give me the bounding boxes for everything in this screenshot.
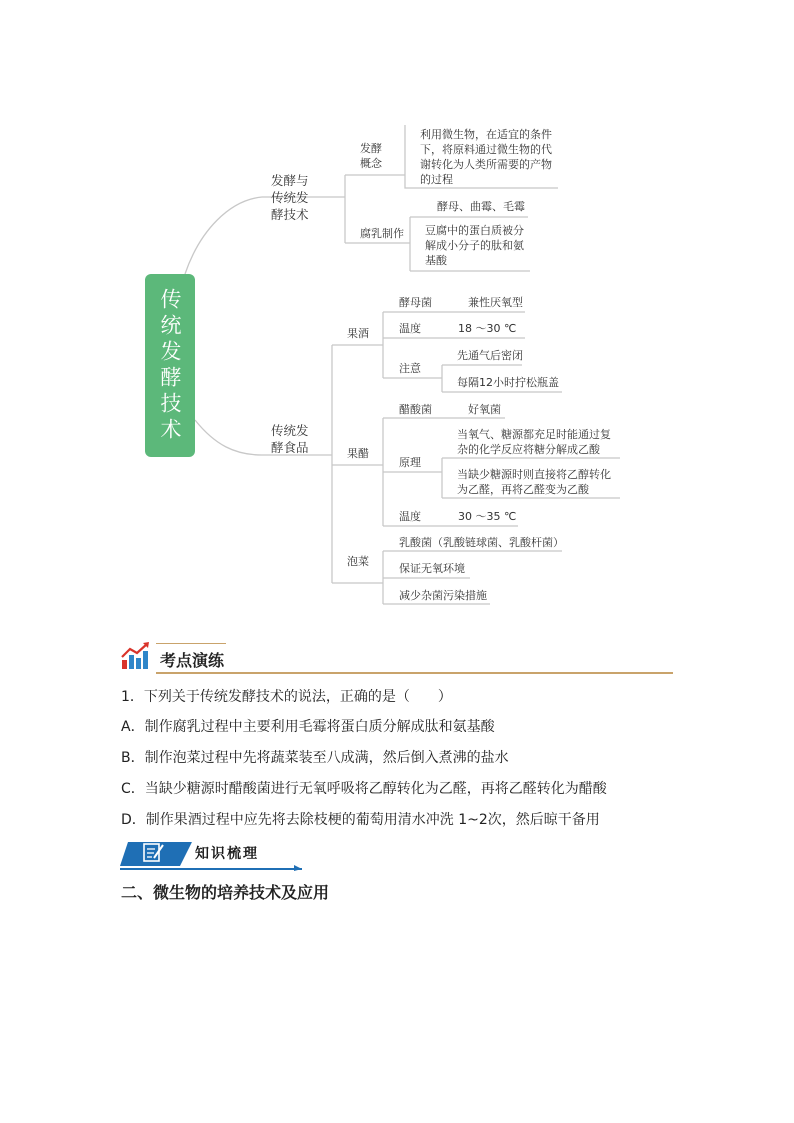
practice-rule — [156, 672, 673, 674]
option-d: D．制作果酒过程中应先将去除枝梗的葡萄用清水冲洗 1~2次，然后晾干备用 — [121, 812, 600, 828]
furu-item2: 豆腐中的蛋白质被分解成小分子的肽和氨基酸 — [425, 224, 524, 267]
furu-item1: 酵母、曲霉、毛霉 — [437, 200, 525, 213]
section-title: 二、微生物的培养技术及应用 — [121, 883, 330, 902]
furu-label: 腐乳制作 — [360, 227, 404, 240]
branch2-label: 传统发酵食品 — [271, 423, 309, 455]
knowledge-header: 知识梳理 — [195, 846, 259, 862]
wine-label: 果酒 — [347, 327, 369, 340]
vinegar-principle2: 当缺少糖源时则直接将乙醇转化为乙醛，再将乙醛变为乙酸 — [457, 468, 611, 496]
practice-header: 考点演练 — [160, 651, 225, 670]
option-a: A．制作腐乳过程中主要利用毛霉将蛋白质分解成肽和氨基酸 — [121, 719, 495, 735]
vinegar-label: 果醋 — [347, 447, 369, 460]
wine-yeast-value: 兼性厌氧型 — [468, 296, 523, 309]
wine-note-label: 注意 — [399, 362, 421, 375]
wine-yeast-label: 酵母菌 — [399, 296, 432, 309]
question-stem: 1．下列关于传统发酵技术的说法，正确的是（ ） — [121, 689, 452, 705]
wine-temp-label: 温度 — [399, 322, 421, 335]
pickle-item2: 保证无氧环境 — [399, 562, 465, 575]
option-b: B．制作泡菜过程中先将蔬菜装至八成满，然后倒入煮沸的盐水 — [121, 750, 509, 766]
pickle-item3: 减少杂菌污染措施 — [399, 589, 487, 602]
vinegar-principle1: 当氧气、糖源都充足时能通过复杂的化学反应将糖分解成乙酸 — [457, 428, 611, 456]
wine-note2: 每隔12小时拧松瓶盖 — [457, 376, 559, 389]
pickle-item1: 乳酸菌（乳酸链球菌、乳酸杆菌） — [399, 536, 564, 549]
root-label: 传统发酵技术 — [158, 287, 182, 444]
vinegar-bac-label: 醋酸菌 — [399, 403, 432, 416]
vinegar-temp-value: 30 ～35 ℃ — [458, 510, 517, 523]
wine-temp-value: 18 ～30 ℃ — [458, 322, 517, 335]
concept-text: 利用微生物，在适宜的条件下，将原料通过微生物的代谢转化为人类所需要的产物的过程 — [420, 128, 552, 186]
option-c: C．当缺少糖源时醋酸菌进行无氧呼吸将乙醇转化为乙醛，再将乙醛转化为醋酸 — [121, 781, 607, 797]
pickle-label: 泡菜 — [347, 555, 369, 568]
branch1-label: 发酵与传统发酵技术 — [271, 173, 309, 222]
vinegar-principle-label: 原理 — [399, 456, 421, 469]
vinegar-bac-value: 好氧菌 — [468, 403, 501, 416]
mindmap-root — [145, 274, 195, 457]
concept-label: 发酵概念 — [360, 142, 382, 170]
chart-trend-icon — [120, 641, 152, 671]
header-top-rule — [156, 643, 226, 644]
notepad-pencil-icon — [142, 841, 166, 863]
vinegar-temp-label: 温度 — [399, 510, 421, 523]
wine-note1: 先通气后密闭 — [457, 349, 523, 362]
